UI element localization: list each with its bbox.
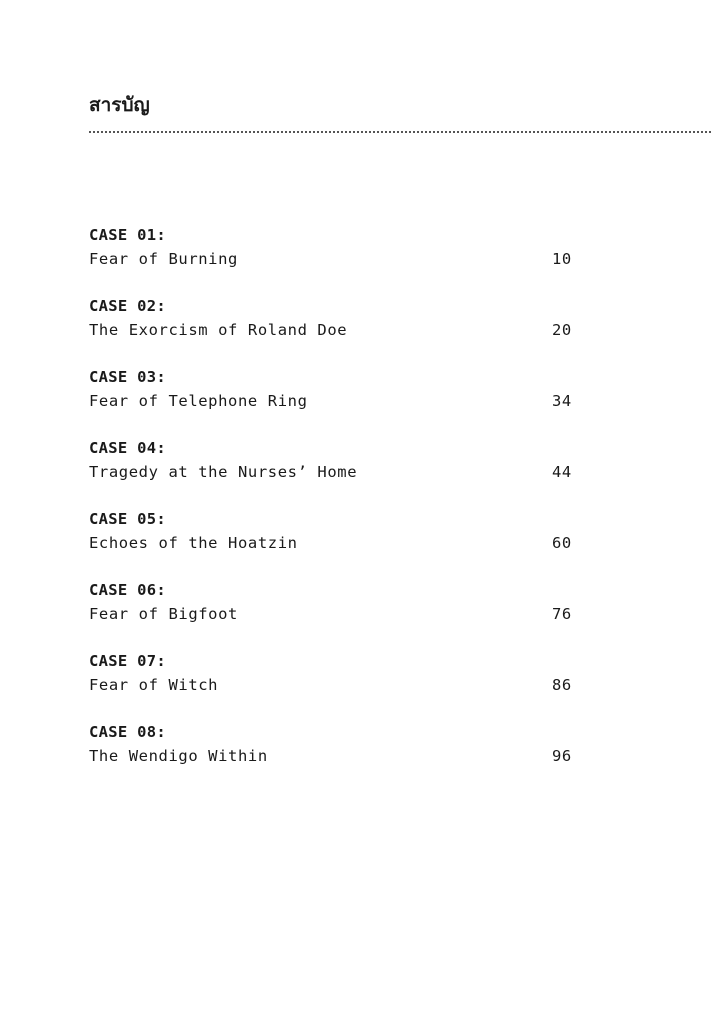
- toc-entry-case-08[interactable]: [89, 722, 589, 793]
- case-title: Echoes of the Hoatzin: [89, 534, 298, 552]
- case-label: CASE 04:: [89, 439, 167, 457]
- case-title: Tragedy at the Nurses’ Home: [89, 463, 358, 481]
- page-number: 20: [552, 321, 572, 339]
- case-label: CASE 08:: [89, 723, 167, 741]
- toc-entry-case-02[interactable]: [89, 296, 589, 367]
- page-number: 44: [552, 463, 572, 481]
- case-title: Fear of Burning: [89, 250, 238, 268]
- page-number: 76: [552, 605, 572, 623]
- case-title: Fear of Witch: [89, 676, 219, 694]
- case-label: CASE 02:: [89, 297, 167, 315]
- toc-entry-case-01[interactable]: [89, 225, 589, 296]
- toc-entry-case-03[interactable]: [89, 367, 589, 438]
- page-number: 10: [552, 250, 572, 268]
- case-title: The Wendigo Within: [89, 747, 268, 765]
- dotted-divider: [89, 131, 711, 133]
- case-title: Fear of Bigfoot: [89, 605, 238, 623]
- case-label: CASE 06:: [89, 581, 167, 599]
- case-label: CASE 03:: [89, 368, 167, 386]
- page-title: สารบัญ: [89, 94, 150, 116]
- toc-list: [89, 225, 589, 793]
- case-label: CASE 05:: [89, 510, 167, 528]
- page-number: 34: [552, 392, 572, 410]
- case-title: The Exorcism of Roland Doe: [89, 321, 348, 339]
- toc-entry-case-05[interactable]: [89, 509, 589, 580]
- toc-entry-case-07[interactable]: [89, 651, 589, 722]
- case-title: Fear of Telephone Ring: [89, 392, 308, 410]
- toc-entry-case-04[interactable]: [89, 438, 589, 509]
- toc-entry-case-06[interactable]: [89, 580, 589, 651]
- case-label: CASE 07:: [89, 652, 167, 670]
- page-number: 86: [552, 676, 572, 694]
- page-number: 96: [552, 747, 572, 765]
- page-number: 60: [552, 534, 572, 552]
- case-label: CASE 01:: [89, 226, 167, 244]
